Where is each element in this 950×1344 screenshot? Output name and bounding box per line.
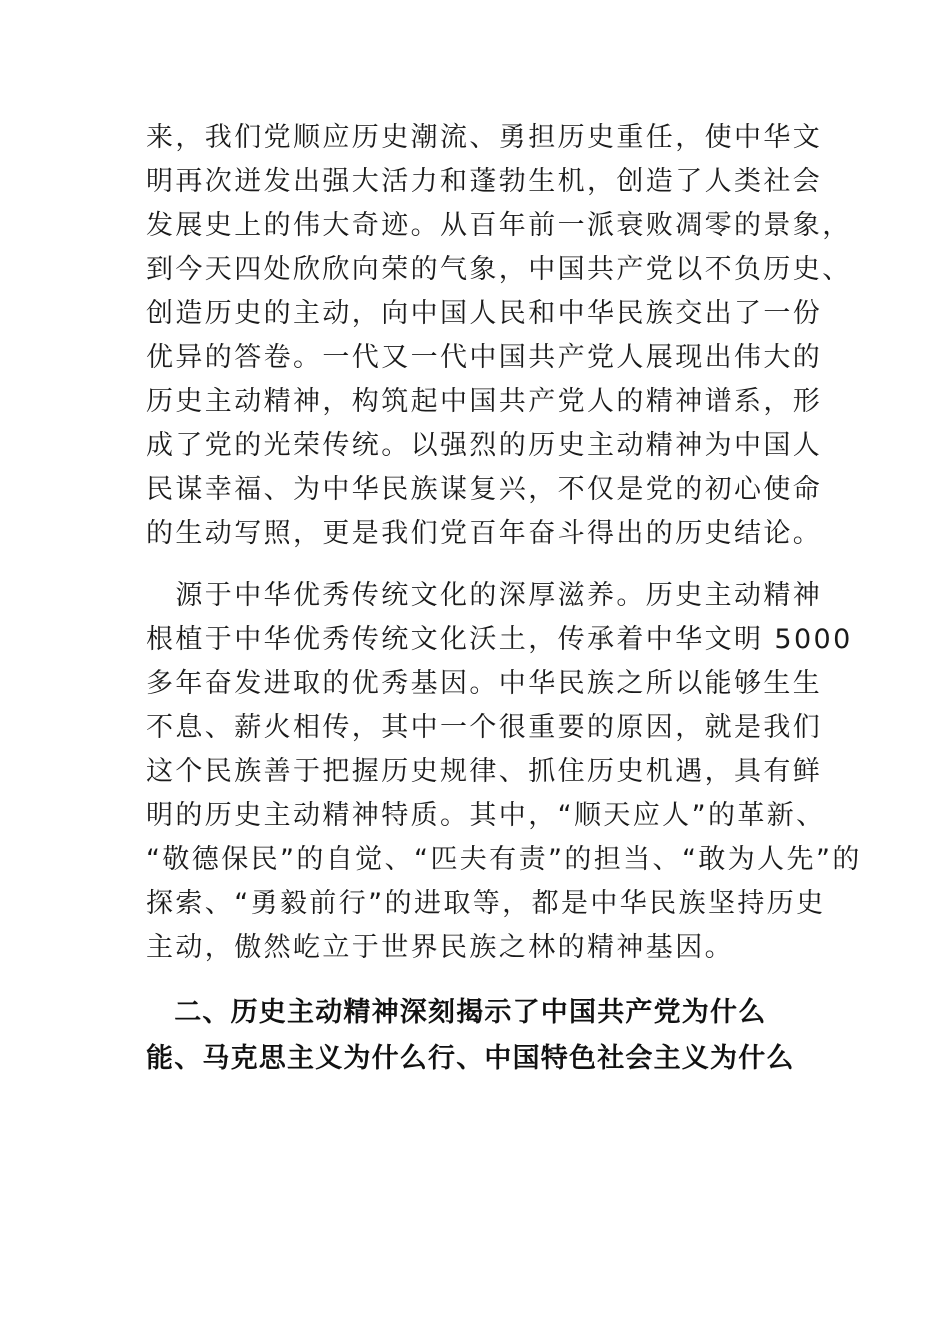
- text-line: 的生动写照，更是我们党百年奋斗得出的历史结论。: [146, 518, 823, 549]
- heading-line: 二、历史主动精神深刻揭示了中国共产党为什么: [146, 997, 767, 1028]
- text-line: 根植于中华优秀传统文化沃土，传承着中华文明 5000: [146, 624, 853, 655]
- text-line: 主动，傲然屹立于世界民族之林的精神基因。: [146, 932, 734, 963]
- text-line: “敬德保民”的自觉、“匹夫有责”的担当、“敢为人先”的: [146, 844, 862, 875]
- text-line: 到今天四处欣欣向荣的气象，中国共产党以不负历史、: [146, 254, 852, 285]
- text-line: 这个民族善于把握历史规律、抓住历史机遇，具有鲜: [146, 756, 823, 787]
- body-paragraph-1: [146, 116, 852, 556]
- text-line: 民谋幸福、为中华民族谋复兴，不仅是党的初心使命: [146, 474, 823, 505]
- text-line: 源于中华优秀传统文化的深厚滋养。历史主动精神: [146, 580, 823, 611]
- section-heading: [146, 990, 806, 1082]
- text-line: 历史主动精神，构筑起中国共产党人的精神谱系，形: [146, 386, 823, 417]
- text-line: 多年奋发进取的优秀基因。中华民族之所以能够生生: [146, 668, 823, 699]
- text-line: 不息、薪火相传，其中一个很重要的原因，就是我们: [146, 712, 823, 743]
- text-line: 优异的答卷。一代又一代中国共产党人展现出伟大的: [146, 342, 823, 373]
- text-line: 成了党的光荣传统。以强烈的历史主动精神为中国人: [146, 430, 823, 461]
- text-line: 创造历史的主动，向中国人民和中华民族交出了一份: [146, 298, 823, 329]
- body-paragraph-2: [146, 574, 862, 970]
- heading-line: 能、马克思主义为什么行、中国特色社会主义为什么: [146, 1043, 795, 1074]
- text-line: 来，我们党顺应历史潮流、勇担历史重任，使中华文: [146, 122, 823, 153]
- text-line: 明的历史主动精神特质。其中，“顺天应人”的革新、: [146, 800, 826, 831]
- text-line: 明再次迸发出强大活力和蓬勃生机，创造了人类社会: [146, 166, 823, 197]
- text-line: 发展史上的伟大奇迹。从百年前一派衰败凋零的景象，: [146, 210, 852, 241]
- text-line: 探索、“勇毅前行”的进取等，都是中华民族坚持历史: [146, 888, 826, 919]
